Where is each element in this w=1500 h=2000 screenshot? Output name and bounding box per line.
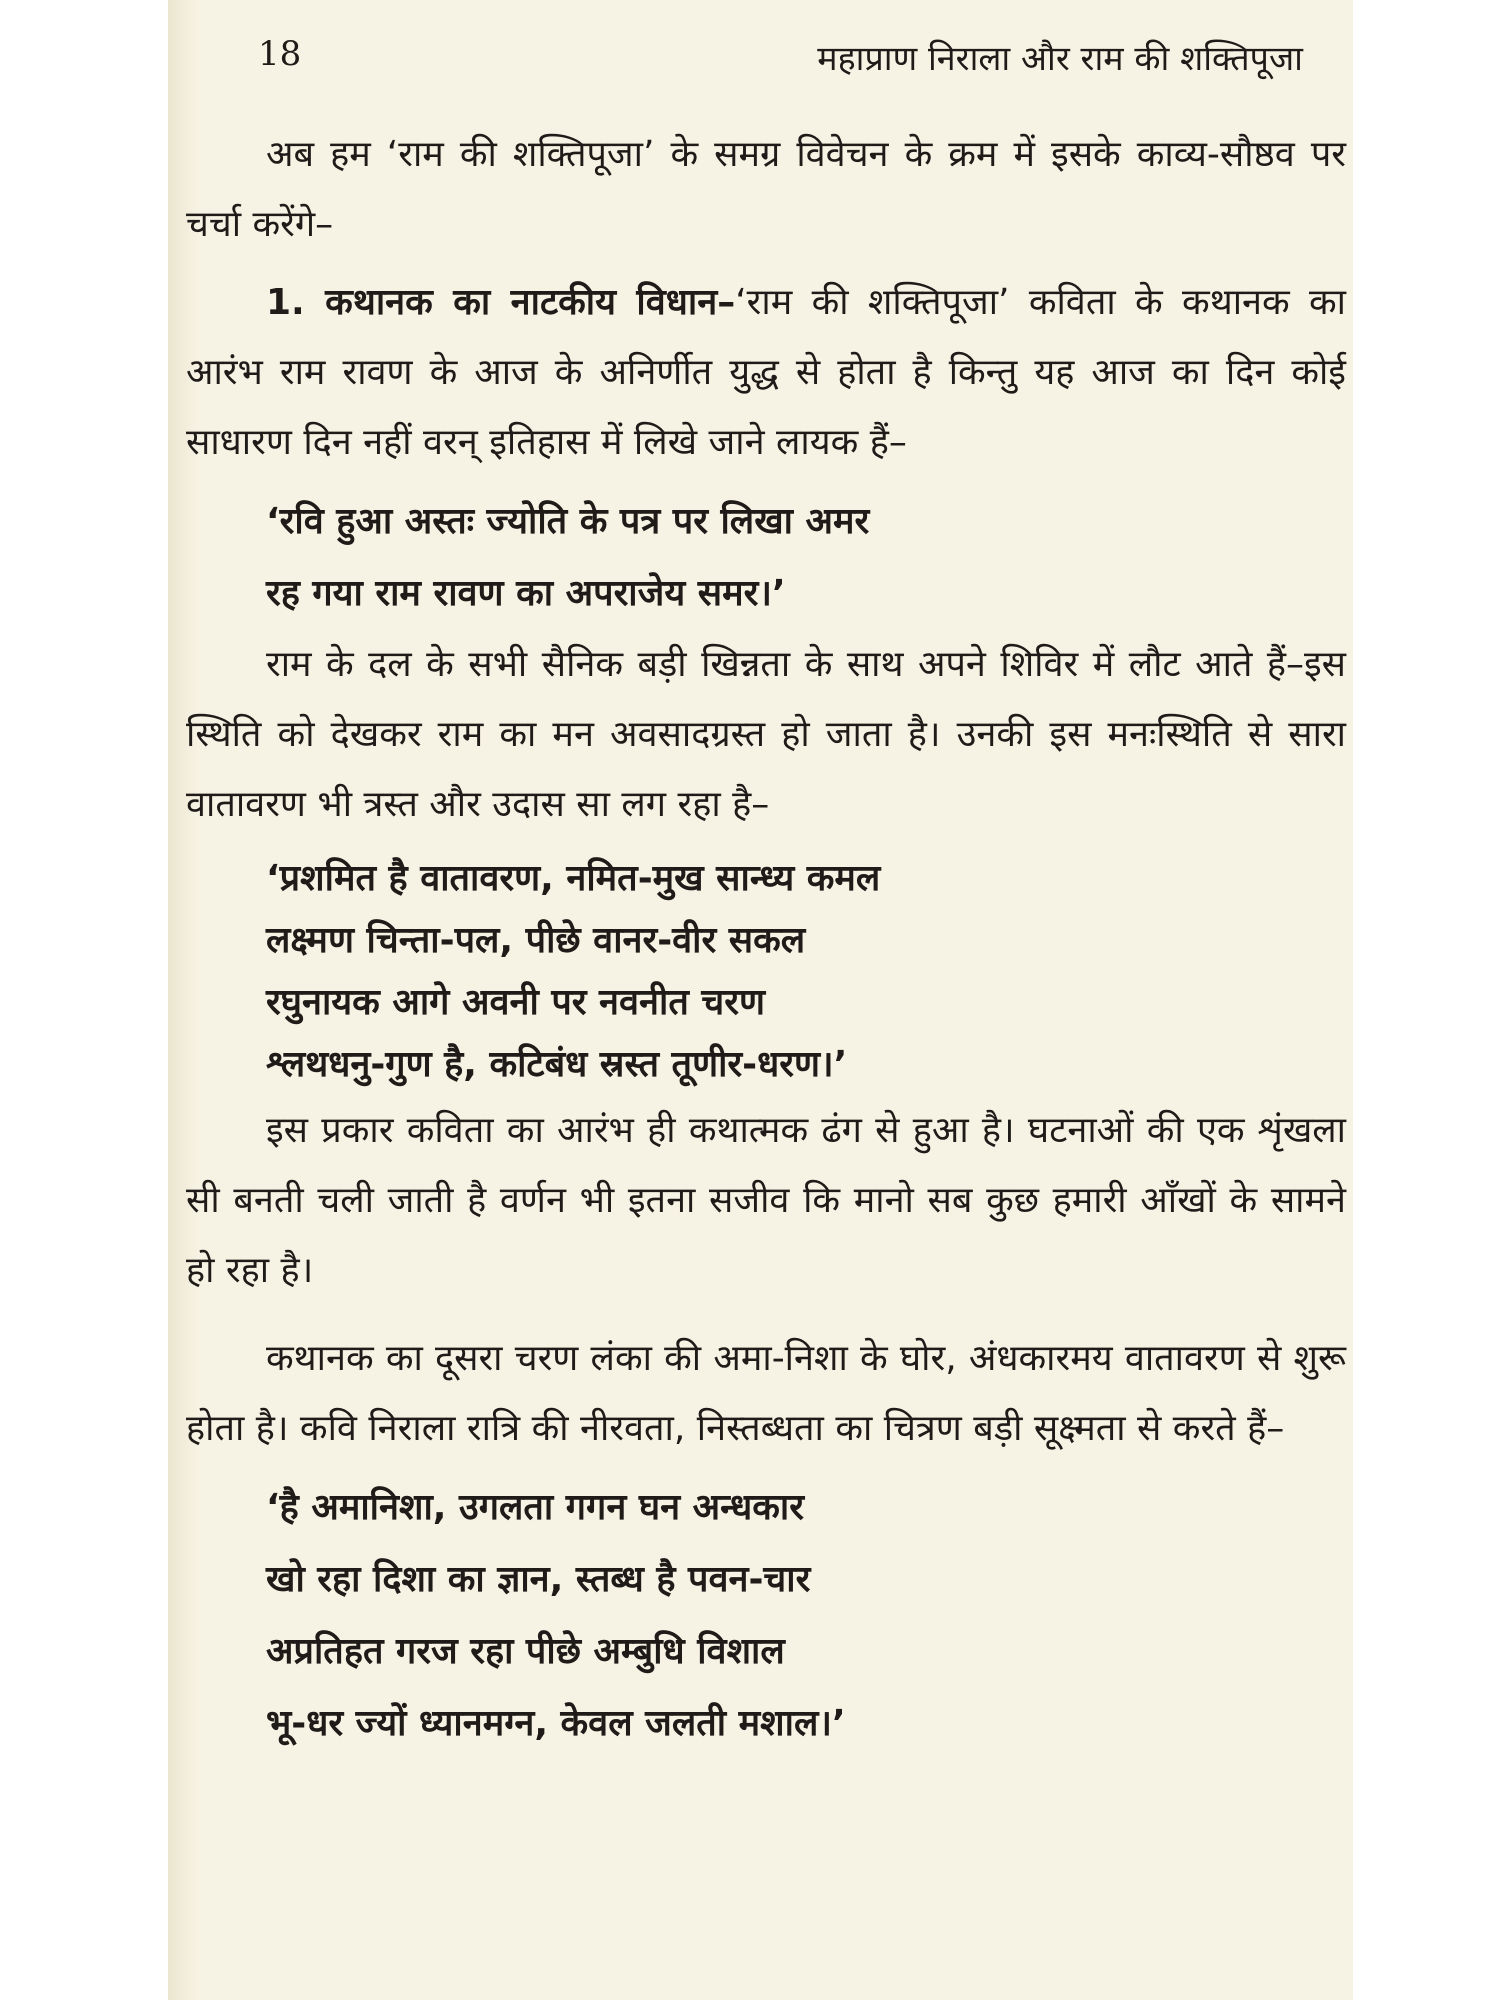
paragraph-4: कथानक का दूसरा चरण लंका की अमा-निशा के घोर, अंधकारमय वातावरण से शुरू होता है। कवि निराला रात्रि की नीरवता, निस्तब्धता का चित्रण बड़ी सूक्ष्मता से करते हैं–	[186, 1338, 1346, 1449]
verse-line: रघुनायक आगे अवनी पर नवनीत चरण	[266, 982, 765, 1023]
verse-line: खो रहा दिशा का ज्ञान, स्तब्ध है पवन-चार	[266, 1559, 811, 1600]
book-page	[168, 0, 1353, 2000]
page-header	[218, 34, 1303, 84]
section-1-paragraph	[186, 268, 1346, 478]
paragraph-2: राम के दल के सभी सैनिक बड़ी खिन्नता के साथ अपने शिविर में लौट आते हैं–इस स्थिति को देखकर राम का मन अवसादग्रस्त हो जाता है। उनकी इस मनःस्थिति से सारा वातावरण भी त्रस्त और उदास सा लग रहा है–	[186, 644, 1346, 825]
verse-line: रह गया राम रावण का अपराजेय समर।’	[266, 573, 786, 614]
page-number: 18	[258, 34, 302, 74]
verse-line: लक्ष्मण चिन्ता-पल, पीछे वानर-वीर सकल	[266, 920, 806, 961]
paragraph-3: इस प्रकार कविता का आरंभ ही कथात्मक ढंग से हुआ है। घटनाओं की एक शृंखला सी बनती चली जाती है वर्णन भी इतना सजीव कि मानो सब कुछ हमारी आँखों के सामने हो रहा है।	[186, 1110, 1346, 1291]
section-1-heading: 1. कथानक का नाटकीय विधान–	[266, 282, 736, 323]
intro-paragraph: अब हम ‘राम की शक्तिपूजा’ के समग्र विवेचन के क्रम में इसके काव्य-सौष्ठव पर चर्चा करेंगे–	[186, 134, 1346, 245]
verse-block-1	[186, 486, 1346, 630]
verse-block-2	[186, 848, 1346, 1096]
verse-line: अप्रतिहत गरज रहा पीछे अम्बुधि विशाल	[266, 1631, 785, 1672]
verse-block-3	[186, 1472, 1346, 1760]
verse-line: भू-धर ज्यों ध्यानमग्न, केवल जलती मशाल।’	[266, 1703, 846, 1744]
page-body	[186, 120, 1346, 1760]
verse-line: ‘प्रशमित है वातावरण, नमित-मुख सान्ध्य कमल	[266, 858, 881, 899]
verse-line: ‘रवि हुआ अस्तः ज्योति के पत्र पर लिखा अमर	[266, 501, 870, 542]
verse-line: श्लथधनु-गुण है, कटिबंध स्रस्त तूणीर-धरण।’	[266, 1044, 848, 1085]
running-title: महाप्राण निराला और राम की शक्तिपूजा	[817, 39, 1303, 79]
section-1-text: ‘राम की शक्तिपूजा’ कविता के कथानक का आरंभ राम रावण के आज के अनिर्णीत युद्ध से होता है किन्तु यह आज का दिन कोई साधारण दिन नहीं वरन् इतिहास में लिखे जाने लायक हैं–	[186, 282, 1346, 463]
verse-line: ‘है अमानिशा, उगलता गगन घन अन्धकार	[266, 1487, 804, 1528]
